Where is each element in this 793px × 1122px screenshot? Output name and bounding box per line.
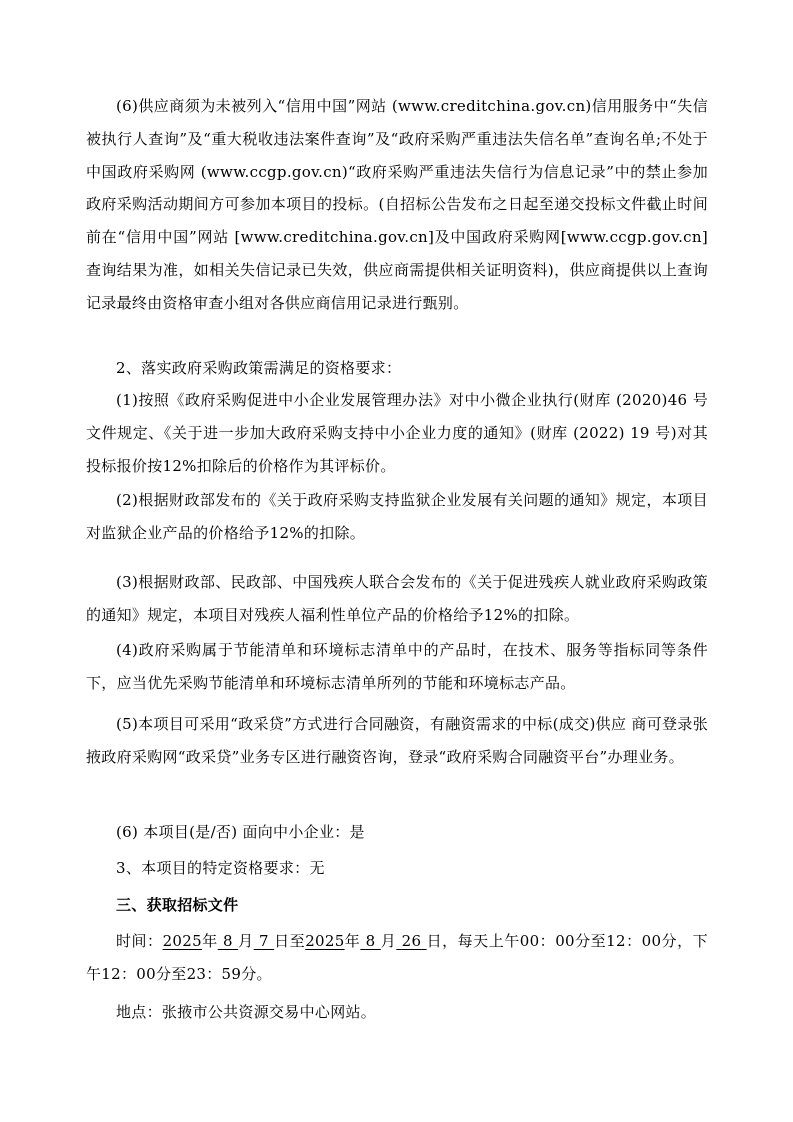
time-label: 时间： [116, 932, 163, 950]
month-unit: 月 [238, 932, 254, 950]
paragraph-sme-policy: (1)按照《政府采购促进中小企业发展管理办法》对中小微企业执行(财库 (2020)46 号文件规定、《关于进一步加大政府采购支持中小企业力度的通知》(财库 (2022) 19 号)对其投标报价按12%扣除后的价格作为其评标价。 [86, 391, 708, 475]
paragraph-energy-saving: (4)政府采购属于节能清单和环境标志清单中的产品时，在技术、服务等指标同等条件下，应当优先采购节能清单和环境标志清单所列的节能和环境标志产品。 [86, 641, 708, 692]
paragraph-disabled-welfare: (3)根据财政部、民政部、中国残疾人联合会发布的《关于促进残疾人就业政府采购政策的通知》规定，本项目对残疾人福利性单位产品的价格给予12%的扣除。 [86, 573, 708, 624]
paragraph-time [86, 925, 708, 991]
month-unit: 月 [380, 932, 397, 950]
section-3-specific-requirements: 3、本项目的特定资格要求：无 [116, 859, 325, 877]
end-day: 26 [401, 932, 422, 950]
year-unit: 年 [201, 932, 218, 950]
start-month: 8 [223, 932, 233, 950]
start-day: 7 [259, 932, 269, 950]
time-rest: 日，每天上午00：00分至12：00分，下午12：00分至23：59分。 [86, 932, 708, 983]
paragraph-contract-financing: (5)本项目可采用“政采贷”方式进行合同融资，有融资需求的中标(成交)供应 商可登录张掖政府采购网“政采贷”业务专区进行融资咨询，登录“政府采购合同融资平台”办理业务。 [86, 715, 708, 766]
paragraph-sme-oriented: (6) 本项目(是/否) 面向中小企业：是 [116, 823, 365, 841]
start-year: 2025 [162, 932, 202, 950]
paragraph-supplier-credit: (6)供应商须为未被列入“信用中国”网站 (www.creditchina.gov.cn)信用服务中“失信被执行人查询”及“重大税收违法案件查询”及“政府采购严重违法失信名单”查询名单;不处于中国政府采购网 (www.ccgp.gov.cn)“政府采购严重违法失信行为信息记录”中的禁止参加政府采购活动期间方可参加本项目的投标。(自招标公告发布之日起至递交投标文件截止时间前在“信用中国”网站 [www.creditchina.gov.cn]及中国政府采购网[www.ccgp.gov.cn]查询结果为准，如相关失信记录已失效，供应商需提供相关证明资料)，供应商提供以上查询记录最终由资格审查小组对各供应商信用记录进行甄别。 [86, 97, 708, 312]
section-heading-obtain-documents: 三、获取招标文件 [116, 896, 239, 914]
year-unit: 年 [344, 932, 361, 950]
day-to: 日至 [274, 932, 306, 950]
end-year: 2025 [305, 932, 345, 950]
section-2-heading: 2、落实政府采购政策需满足的资格要求： [116, 359, 402, 377]
paragraph-place: 地点：张掖市公共资源交易中心网站。 [116, 1003, 377, 1021]
end-month: 8 [365, 932, 376, 950]
paragraph-prison-enterprise: (2)根据财政部发布的《关于政府采购支持监狱企业发展有关问题的通知》规定，本项目对监狱企业产品的价格给予12%的扣除。 [86, 491, 708, 542]
